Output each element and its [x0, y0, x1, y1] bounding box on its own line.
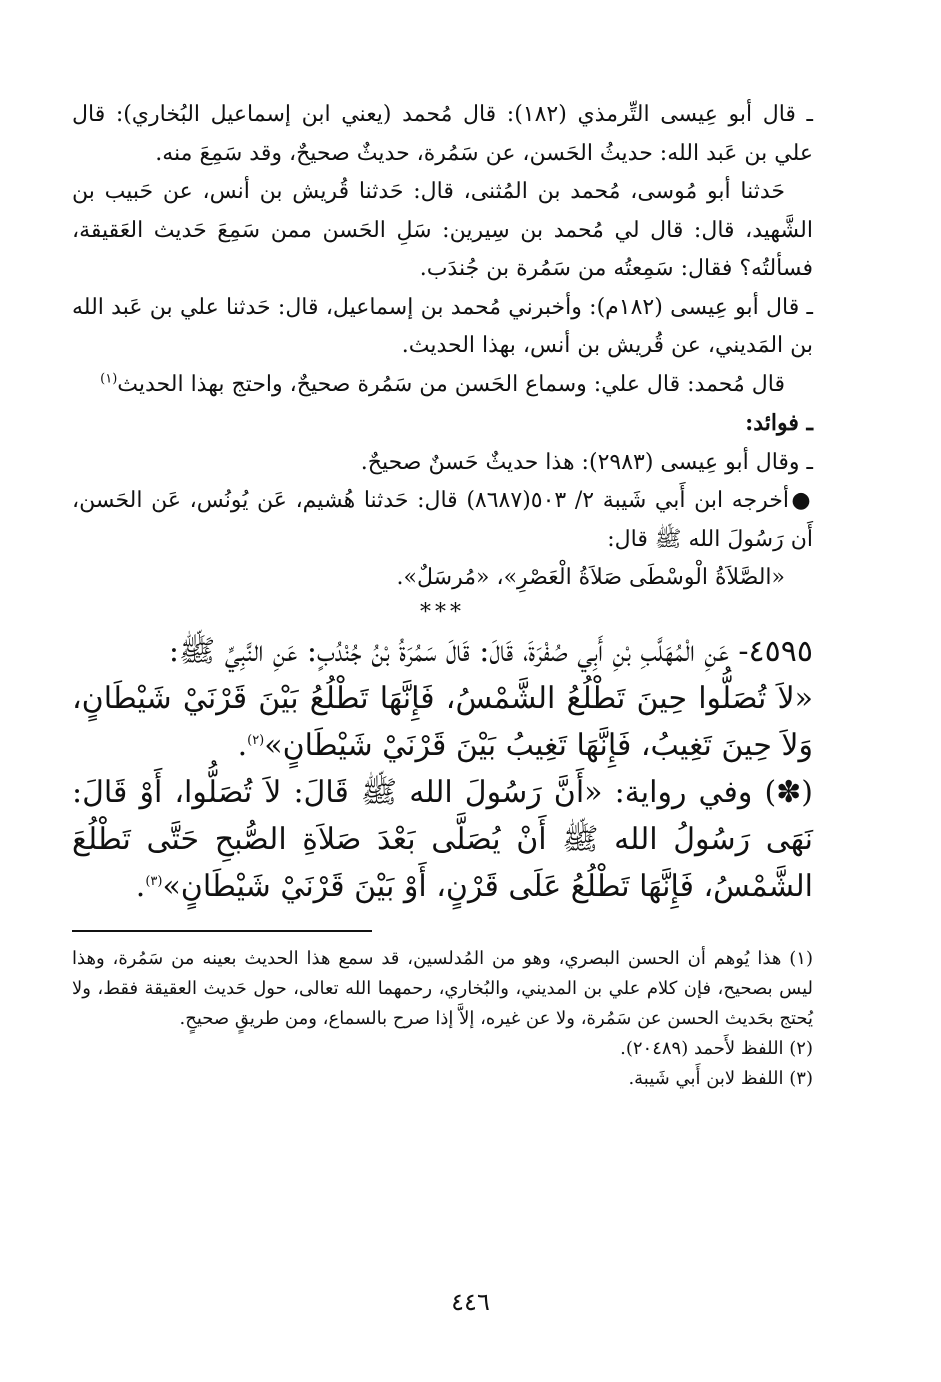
paragraph-qala-muhammad: قال مُحمد: قال علي: وسماع الحَسن من سَمُرة صحيحٌ، واحتج بهذا الحديث$^{(١)}$ — [100, 371, 785, 397]
footnotes — [72, 944, 813, 1094]
footnote-divider — [72, 930, 372, 932]
paragraph-ibn-abi-shaybah: ●أخرجه ابن أَبي شَيبة ٢/ ٥٠٣(٨٦٨٧) قال: حَدثنا هُشيم، عَن يُونُس، عَن الحَسن، أَن رَسُولَ الله ﷺ قال: — [72, 482, 813, 559]
paragraph-tirmidhi-182: ـ قال أبو عِيسى التِّرمذي (١٨٢): قال مُحمد (يعني ابن إسماعيل البُخاري): قال علي بن عَبد الله: حديثُ الحَسن، عن سَمُرة، حديثٌ صحيحٌ، وقد سَمِعَ منه. — [72, 102, 814, 166]
paragraph-haddathana-abu-musa: حَدثنا أبو مُوسى، مُحمد بن المُثنى، قال: حَدثنا قُريش بن أنس، عن حَبيب بن الشَّهيد، قال: قال لي مُحمد بن سِيرين: سَلِ الحَسن ممن سَمِعَ حَديث العَقيقة، فسألتُه؟ فقال: سَمِعتُه من سَمُرة بن جُندَب. — [72, 179, 813, 281]
paragraph-salat-wusta: «الصَّلاَةُ الْوسْطَى صَلاَةُ الْعَصْرِ»، «مُرسَلٌ». — [396, 565, 785, 590]
page-number: ٤٤٦ — [451, 1288, 490, 1316]
footnote-2: (٢) اللفظ لأَحمد (٢٠٤٨٩). — [620, 1037, 813, 1059]
hadith-4595-text: «لاَ تُصَلُّوا حِينَ تَطْلُعُ الشَّمْسُ، فَإِنَّهَا تَطْلُعُ بَيْنَ قَرْنَيْ شَيْطَانٍ، وَلاَ حِينَ تَغِيبُ، فَإِنَّهَا تَغِيبُ بَيْنَ قَرْنَيْ شَيْطَانٍ»$^{(٢)}$. — [72, 680, 813, 763]
bullet-icon: ● — [791, 488, 811, 513]
section-separator-stars: *** — [420, 599, 465, 625]
footnote-ref-3: (٣) — [145, 873, 163, 889]
section-fawaid: ـ فوائد: — [745, 410, 813, 436]
footnote-ref-1: (١) — [100, 371, 118, 387]
footnote-ref-2: (٢) — [247, 732, 265, 748]
paragraph-tirmidhi-182m: ـ قال أبو عِيسى (١٨٢م): وأخبرني مُحمد بن إسماعيل، قال: حَدثنا علي بن عَبد الله بن المَديني، عن قُريش بن أنس، بهذا الحديث. — [72, 294, 813, 358]
footnote-1: (١) هذا يُوهم أن الحسن البصري، وهو من المُدلسين، قد سمع هذا الحديث بعينه من سَمُرة، وهذا ليس بصحيح، فإن كلام علي بن المديني، والبُخاري، رحمهما الله تعالى، حول حَديث العقيقة فقط، ولا يُحتج بحَديث الحسن عن سَمُرة، ولا عن غيره، إلاَّ إذا صرح بالسماع، ومن طريقٍ صحيحٍ. — [72, 947, 813, 1029]
footnote-3: (٣) اللفظ لابن أَبي شَيبة. — [628, 1067, 813, 1089]
paragraph-tirmidhi-2983: ـ وقال أبو عِيسى (٢٩٨٣): هذا حديثٌ حَسنٌ صحيحٌ. — [360, 449, 813, 475]
hadith-4595-riwayah: (✽) وفي رواية: «أَنَّ رَسُولَ الله ﷺ قَالَ: لاَ تُصَلُّوا، أَوْ قَالَ: نَهَى رَسُولُ الله ﷺ أَنْ يُصَلَّى بَعْدَ صَلاَةِ الصُّبحِ حَتَّى تَطْلُعَ الشَّمْسُ، فَإِنَّهَا تَطْلُعُ عَلَى قَرْنٍ، أَوْ بَيْنَ قَرْنَيْ شَيْطَانٍ»$^{(٣)}$. — [72, 774, 813, 904]
hadith-4595-heading: ٤٥٩٥- عَنِ الْمُهَلَّبِ بْنِ أَبِي صُفْرَةَ، قَالَ: قَالَ سَمُرَةُ بْنُ جُنْدُبٍ: عَنِ النَّبِيِّ ﷺ: — [168, 633, 813, 669]
